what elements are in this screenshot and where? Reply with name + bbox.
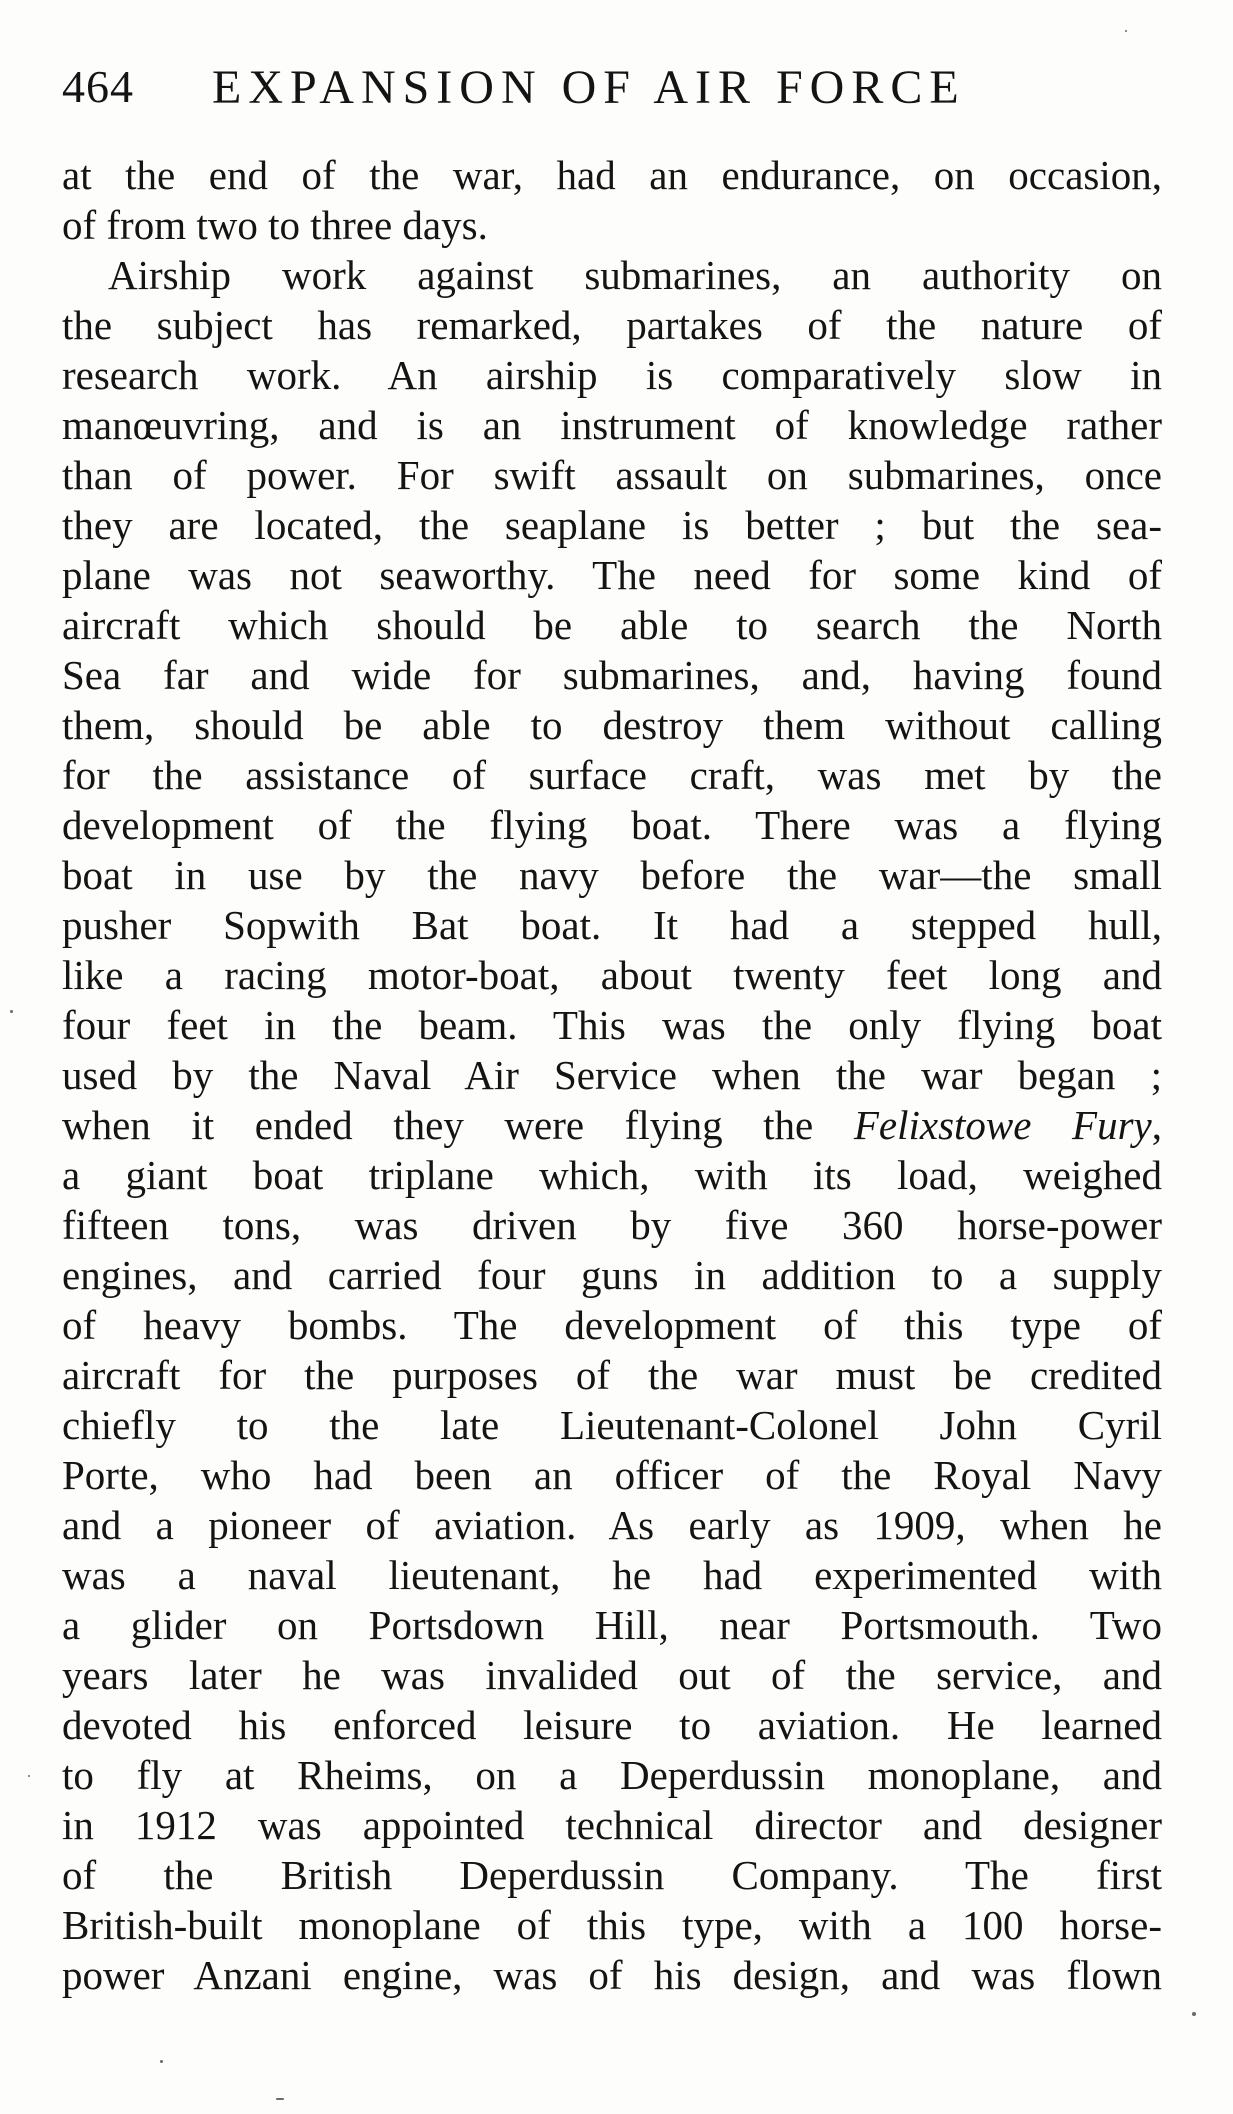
text-line: was a naval lieutenant, he had experimented with bbox=[62, 1552, 1162, 1598]
text-line: development of the flying boat. There was a flying bbox=[62, 802, 1162, 848]
text-line: Porte, who had been an officer of the Royal Navy bbox=[62, 1452, 1162, 1498]
text-segment: when it ended they were flying the bbox=[62, 1102, 854, 1148]
text-line: devoted his enforced leisure to aviation. He learned bbox=[62, 1702, 1162, 1748]
text-line bbox=[62, 1100, 1162, 1150]
text-line: four feet in the beam. This was the only flying boat bbox=[62, 1002, 1162, 1048]
text-line: a giant boat triplane which, with its load, weighed bbox=[62, 1152, 1162, 1198]
scan-speck bbox=[160, 2060, 163, 2063]
running-title: EXPANSION OF AIR FORCE bbox=[212, 61, 966, 114]
text-segment: , bbox=[1151, 1102, 1162, 1148]
page-number: 464 bbox=[62, 61, 134, 112]
text-line: engines, and carried four guns in addition to a supply bbox=[62, 1252, 1162, 1298]
text-line: than of power. For swift assault on submarines, once bbox=[62, 452, 1162, 498]
text-line: research work. An airship is comparatively slow in bbox=[62, 352, 1162, 398]
scan-speck bbox=[276, 2098, 284, 2100]
scan-speck bbox=[10, 1010, 13, 1013]
text-line: plane was not seaworthy. The need for some kind of bbox=[62, 552, 1162, 598]
text-line: of the British Deperdussin Company. The first bbox=[62, 1852, 1162, 1898]
text-line: pusher Sopwith Bat boat. It had a stepped hull, bbox=[62, 902, 1162, 948]
page-header bbox=[62, 52, 1172, 118]
text-line: of from two to three days. bbox=[62, 202, 488, 248]
text-line: in 1912 was appointed technical director and designer bbox=[62, 1802, 1162, 1848]
text-line: years later he was invalided out of the service, and bbox=[62, 1652, 1162, 1698]
text-line: a glider on Portsdown Hill, near Portsmouth. Two bbox=[62, 1602, 1162, 1648]
text-line: of heavy bombs. The development of this type of bbox=[62, 1302, 1162, 1348]
text-line: power Anzani engine, was of his design, and was flown bbox=[62, 1952, 1162, 1998]
text-line: used by the Naval Air Service when the war began ; bbox=[62, 1052, 1162, 1098]
text-line: British-built monoplane of this type, with a 100 horse- bbox=[62, 1902, 1162, 1948]
text-line: aircraft which should be able to search the North bbox=[62, 602, 1162, 648]
text-line: manœuvring, and is an instrument of knowledge rather bbox=[62, 402, 1162, 448]
text-line: and a pioneer of aviation. As early as 1909, when he bbox=[62, 1502, 1162, 1548]
text-line: boat in use by the navy before the war—the small bbox=[62, 852, 1162, 898]
text-line: aircraft for the purposes of the war must be credited bbox=[62, 1352, 1162, 1398]
text-line: them, should be able to destroy them without calling bbox=[62, 702, 1162, 748]
text-line: at the end of the war, had an endurance, on occasion, bbox=[62, 152, 1162, 198]
text-line: like a racing motor-boat, about twenty feet long and bbox=[62, 952, 1162, 998]
scan-speck bbox=[1192, 2012, 1196, 2016]
scan-speck bbox=[28, 1775, 30, 1777]
text-line: the subject has remarked, partakes of the nature of bbox=[62, 302, 1162, 348]
text-line: chiefly to the late Lieutenant-Colonel John Cyril bbox=[62, 1402, 1162, 1448]
text-line: Sea far and wide for submarines, and, having found bbox=[62, 652, 1162, 698]
text-line: Airship work against submarines, an authority on bbox=[108, 252, 1162, 298]
text-line: they are located, the seaplane is better ; but the sea- bbox=[62, 502, 1162, 548]
text-line: to fly at Rheims, on a Deperdussin monoplane, and bbox=[62, 1752, 1162, 1798]
text-line: for the assistance of surface craft, was met by the bbox=[62, 752, 1162, 798]
text-line: fifteen tons, was driven by five 360 horse-power bbox=[62, 1202, 1162, 1248]
italic-ship-name: Felixstowe Fury bbox=[853, 1102, 1152, 1148]
scan-speck bbox=[1125, 30, 1127, 32]
body-text bbox=[62, 150, 1162, 2000]
